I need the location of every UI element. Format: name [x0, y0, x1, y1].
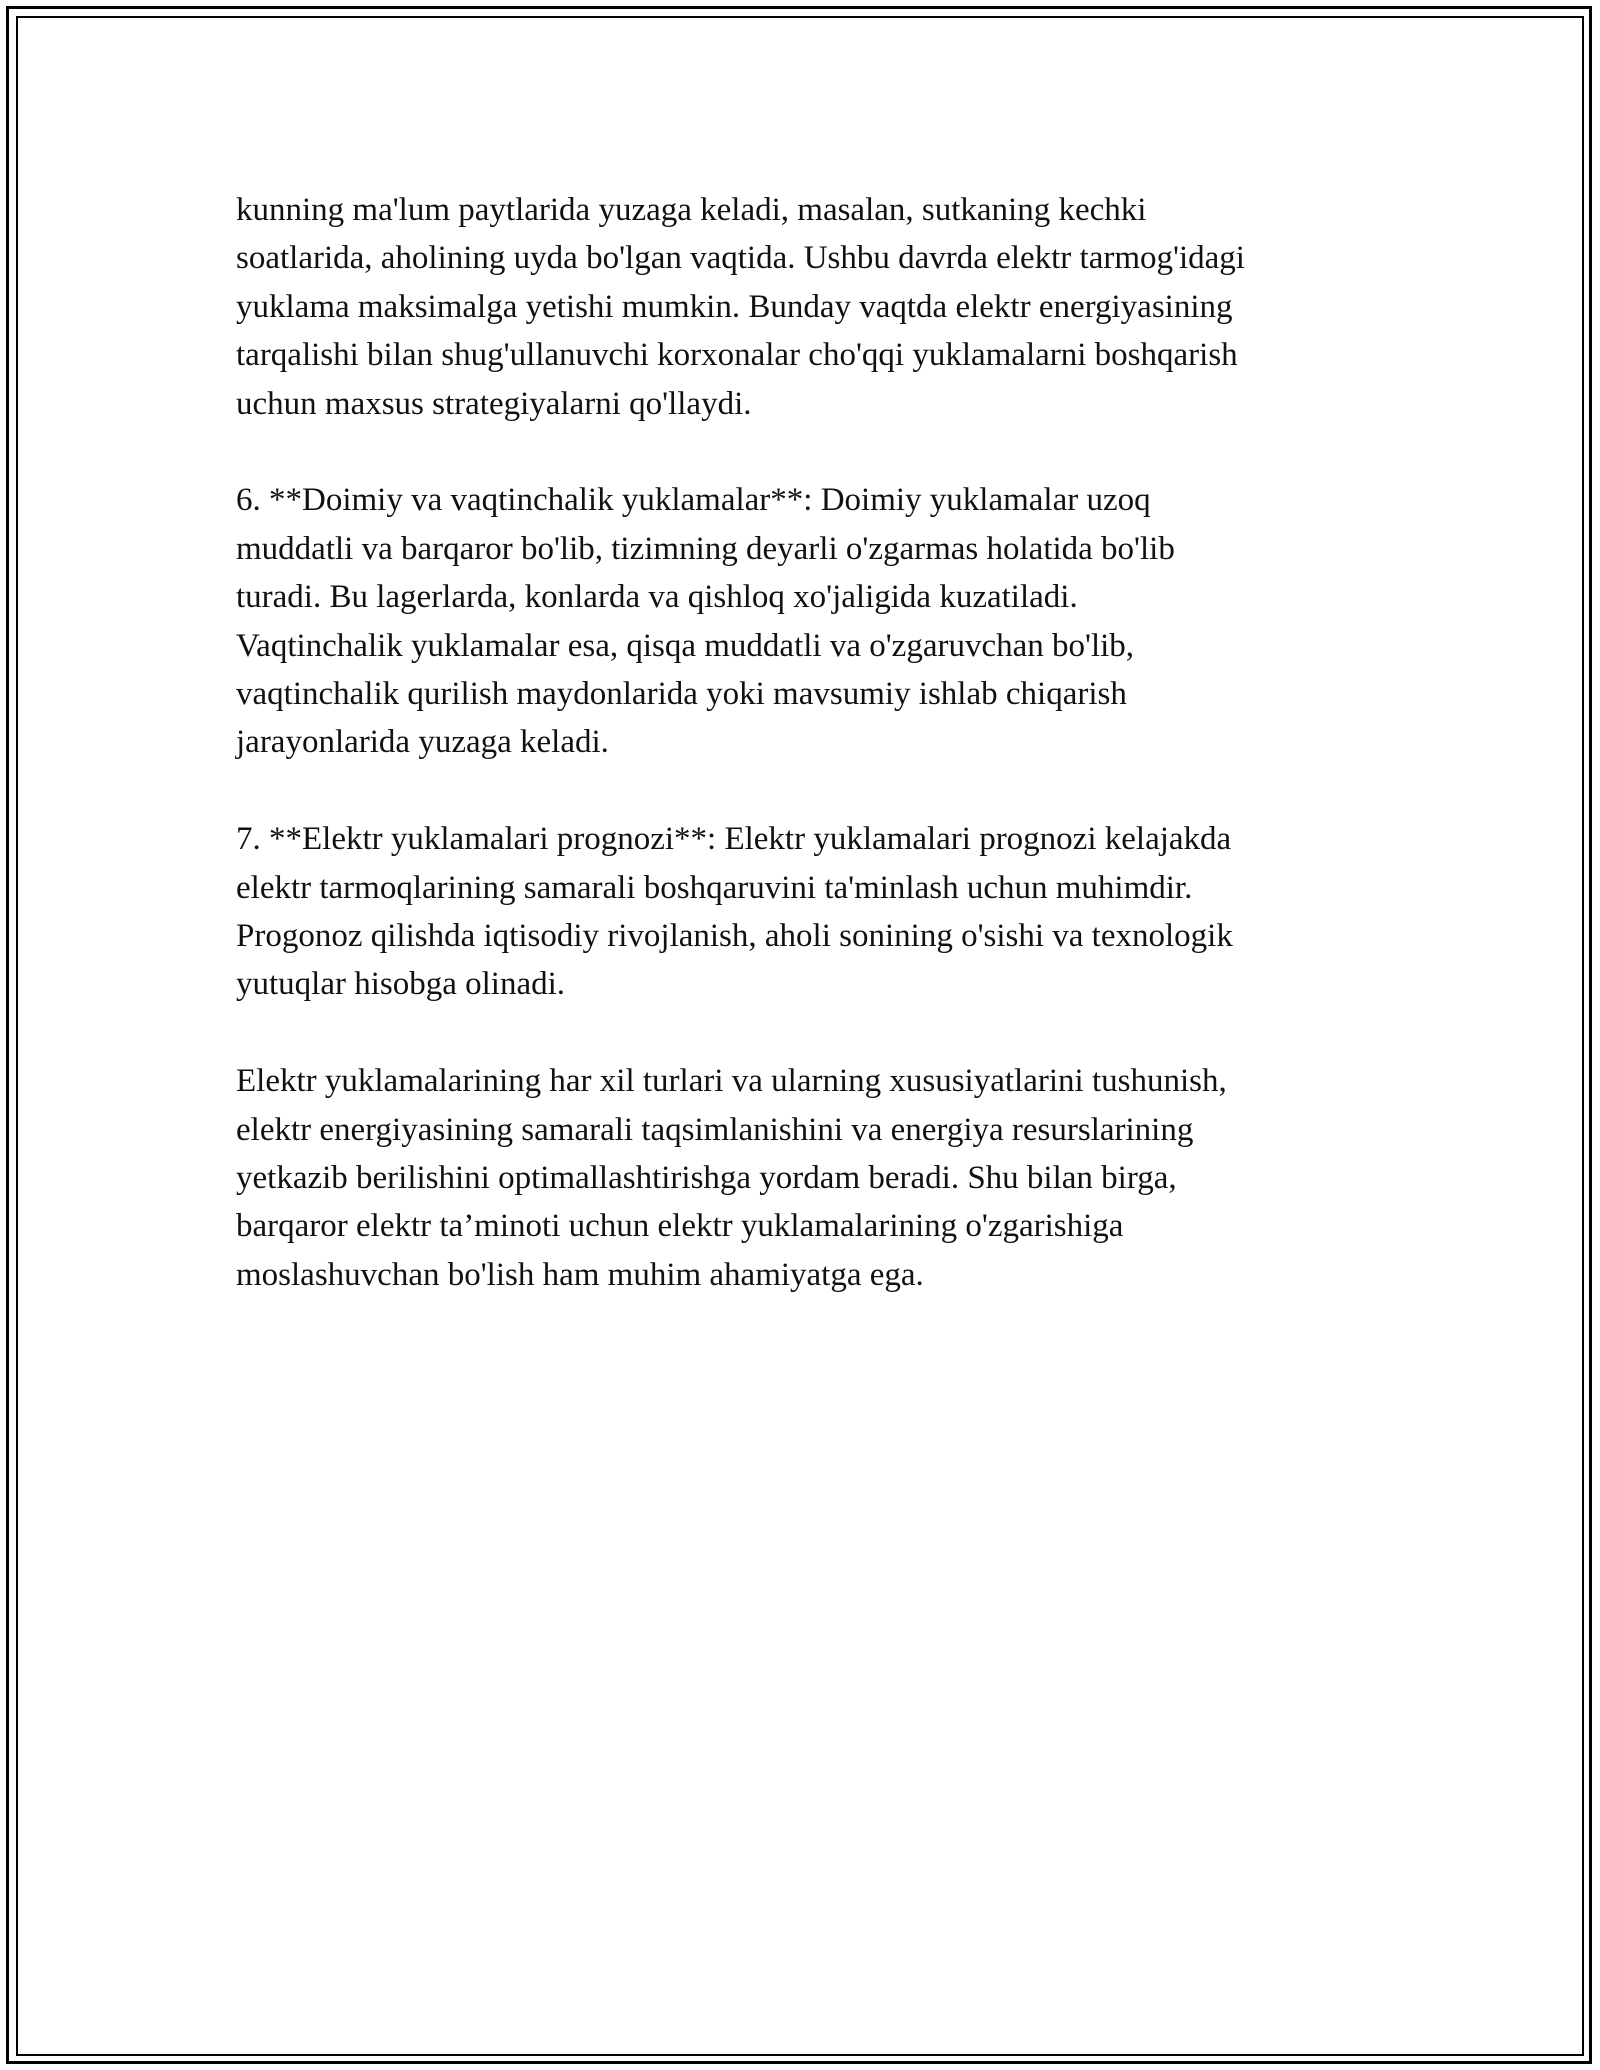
text-line: tarqalishi bilan shug'ullanuvchi korxonalar cho'qqi yuklamalarni boshqarish	[236, 337, 1238, 374]
paragraph-permanent-temporary-loads	[236, 476, 1376, 766]
text-line: Progonoz qilishda iqtisodiy rivojlanish, aholi sonining o'sishi va texnologik	[236, 918, 1233, 955]
text-line: muddatli va barqaror bo'lib, tizimning deyarli o'zgarmas holatida bo'lib	[236, 530, 1175, 567]
text-line: Vaqtinchalik yuklamalar esa, qisqa muddatli va o'zgaruvchan bo'lib,	[236, 627, 1135, 664]
text-line: yutuqlar hisobga olinadi.	[236, 966, 566, 1003]
text-line: barqaror elektr ta’minoti uchun elektr yuklamalarining o'zgarishiga	[236, 1208, 1124, 1245]
text-line: elektr tarmoqlarining samarali boshqaruvini ta'minlash uchun muhimdir.	[236, 869, 1193, 906]
paragraph-load-forecast	[236, 815, 1376, 1009]
text-line: yuklama maksimalga yetishi mumkin. Bunday vaqtda elektr energiyasining	[236, 288, 1233, 325]
text-line: Elektr yuklamalarining har xil turlari va ularning xususiyatlarini tushunish,	[236, 1063, 1227, 1100]
text-line: elektr energiyasining samarali taqsimlanishini va energiya resurslarining	[236, 1111, 1194, 1148]
text-line: moslashuvchan bo'lish ham muhim ahamiyatga ega.	[236, 1256, 924, 1293]
text-line: soatlarida, aholining uyda bo'lgan vaqtida. Ushbu davrda elektr tarmog'idagi	[236, 240, 1245, 277]
text-line: kunning ma'lum paytlarida yuzaga keladi, masalan, sutkaning kechki	[236, 192, 1147, 228]
text-line: 6. **Doimiy va vaqtinchalik yuklamalar**: Doimiy yuklamalar uzoq	[236, 482, 1151, 519]
text-line: 7. **Elektr yuklamalari prognozi**: Elektr yuklamalari prognozi kelajakda	[236, 821, 1232, 858]
text-line: uchun maxsus strategiyalarni qo'llaydi.	[236, 385, 752, 422]
text-line: jarayonlarida yuzaga keladi.	[236, 724, 609, 761]
text-line: yetkazib berilishini optimallashtirishga yordam beradi. Shu bilan birga,	[236, 1160, 1177, 1197]
paragraph-conclusion	[236, 1057, 1376, 1299]
paragraph-peak-loads	[236, 186, 1376, 428]
document-body	[236, 186, 1376, 1348]
text-line: turadi. Bu lagerlarda, konlarda va qishloq xo'jaligida kuzatiladi.	[236, 579, 1078, 616]
text-line: vaqtinchalik qurilish maydonlarida yoki mavsumiy ishlab chiqarish	[236, 676, 1127, 713]
